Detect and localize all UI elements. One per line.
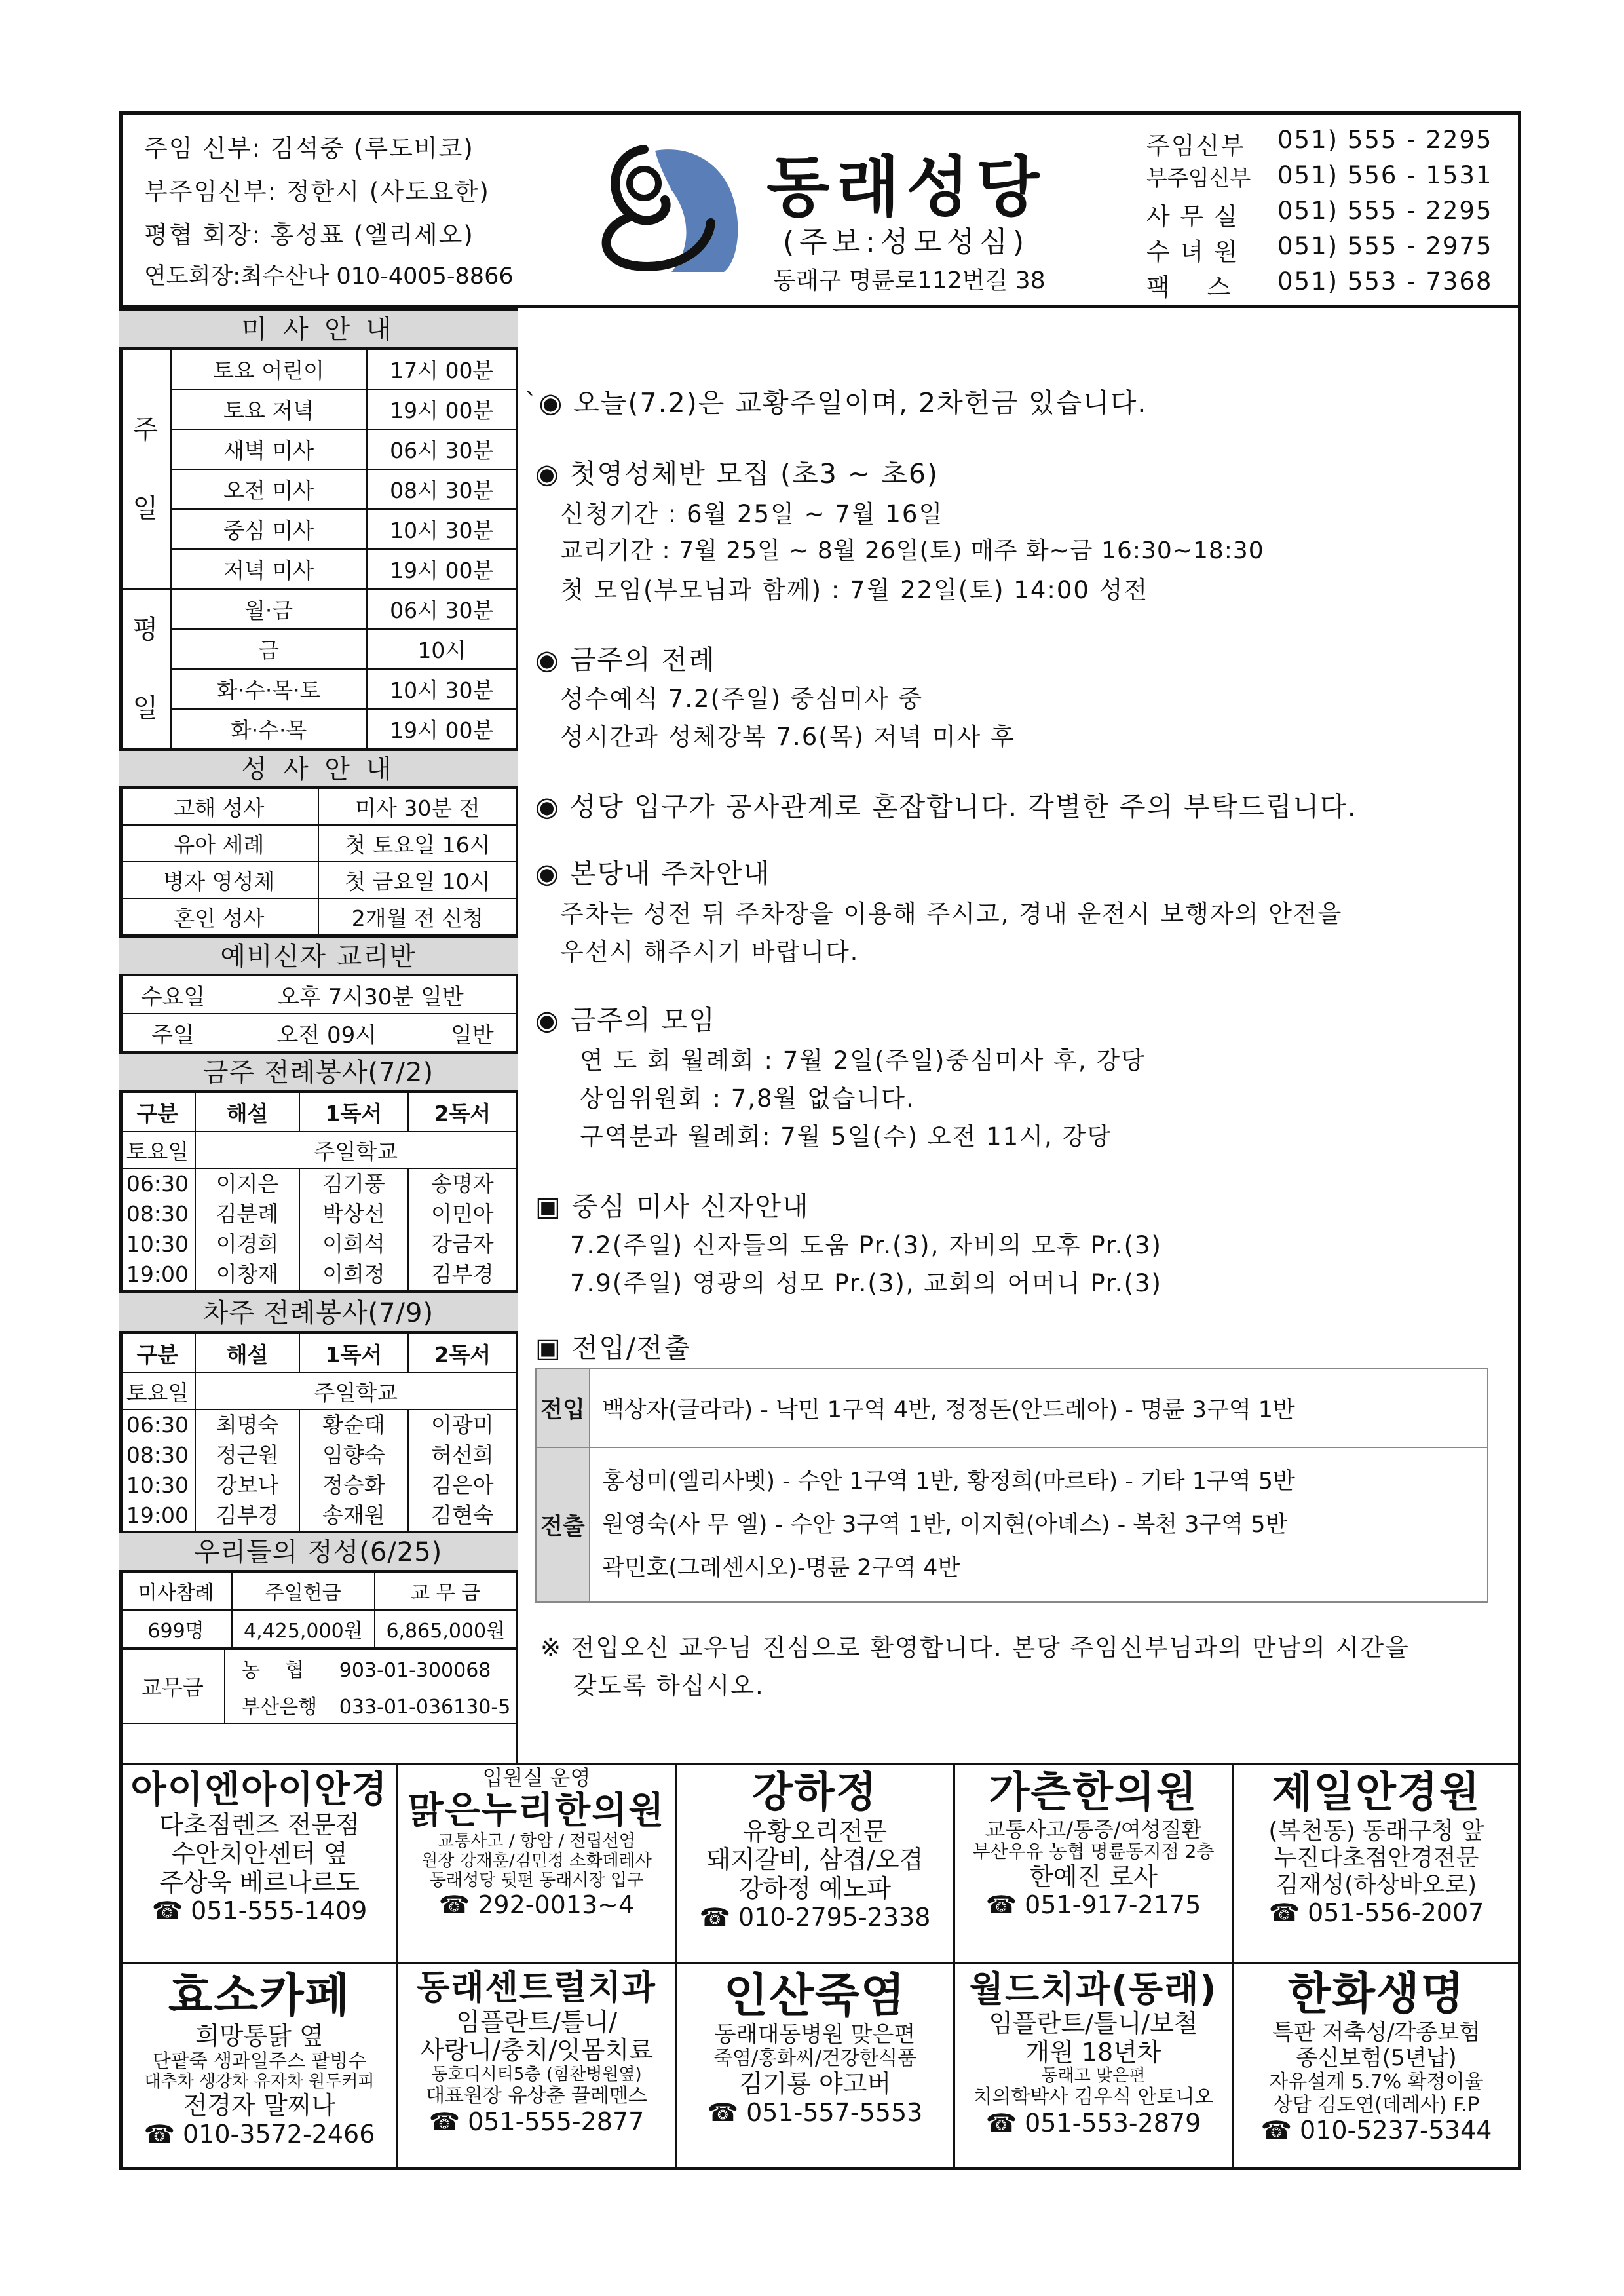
ad-title: 한화생명	[1287, 1968, 1465, 2020]
ad-phone: ☎ 051-557-5553	[707, 2097, 923, 2127]
notice-heading: ▣ 전입/전출	[535, 1332, 692, 1364]
reader2-cell: 이광미 허선희 김은아 김현숙	[408, 1409, 517, 1531]
mass-name: 새벽 미사	[171, 429, 367, 469]
moves-out-label: 전출	[536, 1447, 590, 1602]
notice-heading: ◉ 금주의 전례	[535, 644, 716, 676]
ad-phone: ☎ 010-2795-2338	[699, 1902, 931, 1932]
contact-label: 팩 스	[1146, 273, 1232, 301]
ad-small: 상담 김도연(데레사) F.P	[1273, 2093, 1480, 2116]
ad-line: 사랑니/충치/잇몸치료	[420, 2036, 653, 2065]
ad-phone: ☎ 292-0013~4	[438, 1890, 635, 1919]
ad-line: 김기룡 야고버	[738, 2069, 892, 2099]
mass-time: 19시 00분	[367, 709, 517, 749]
mass-name: 저녁 미사	[171, 549, 367, 589]
mass-name: 화·수·목·토	[171, 669, 367, 709]
notice-line: 연 도 회 월례회 : 7월 2일(주일)중심미사 후, 강당	[580, 1046, 1146, 1075]
sacrament-time: 미사 30분 전	[318, 788, 517, 825]
contact-phone: 051) 555 - 2975	[1277, 232, 1493, 260]
ad-line: 희망통닭 옆	[195, 2021, 324, 2050]
mass-time: 10시 30분	[367, 509, 517, 549]
notice-heading: ◉ 본당내 주차안내	[535, 858, 771, 889]
offering-table	[119, 1571, 518, 1649]
catechumen-day: 수요일	[120, 976, 225, 1014]
ad-kanghajeong	[677, 1769, 953, 1932]
offering-header: 미사참례	[120, 1572, 232, 1610]
account-table	[119, 1647, 518, 1724]
move-entry: 백상자(글라라) - 낙민 1구역 4반, 정정돈(안드레아) - 명륜 3구역 1반	[602, 1397, 1295, 1423]
mass-time: 19시 00분	[367, 549, 517, 589]
ad-line: 종신보험(5년납)	[1296, 2045, 1457, 2072]
notice-line: 구역분과 월례회: 7월 5일(수) 오전 11시, 강당	[580, 1122, 1112, 1151]
move-entry: 원영숙(사 무 엘) - 수안 3구역 1반, 이지현(아녜스) - 복천 3구역 5반	[602, 1512, 1288, 1538]
ad-phone: ☎ 051-917-2175	[985, 1890, 1201, 1920]
service-this-table	[119, 1092, 518, 1291]
mass-time: 17시 00분	[367, 349, 517, 389]
ad-malgeunnuri-clinic	[398, 1766, 675, 1920]
ad-small: 대추차 생강차 유자차 원두커피	[144, 2071, 375, 2092]
notice-line: 상임위원회 : 7,8월 없습니다.	[580, 1084, 915, 1113]
catechumen-type: 일반	[428, 1014, 517, 1052]
ad-small: 죽염/홍화씨/건강한식품	[713, 2046, 916, 2070]
ad-small: 동래성당 뒷편 동래시장 입구	[429, 1870, 644, 1890]
mass-name: 화·수·목	[171, 709, 367, 749]
ad-phone: ☎ 010-3572-2466	[143, 2120, 375, 2149]
contact-phone: 051) 556 - 1531	[1277, 161, 1493, 189]
ad-phone: ☎ 051-553-2879	[985, 2108, 1201, 2137]
sacrament-name: 병자 영성체	[120, 862, 318, 898]
notice-line: 7.2(주일) 신자들의 도움 Pr.(3), 자비의 모후 Pr.(3)	[570, 1231, 1162, 1259]
reader1-cell: 황순태 임향숙 정승화 송재원	[299, 1409, 407, 1531]
ad-line: 임플란트/틀니/보철	[989, 2009, 1198, 2038]
ad-small: 대표원장 유상춘 끌레멘스	[426, 2084, 647, 2108]
staff-line: 평협 회장: 홍성표 (엘리세오)	[144, 221, 474, 249]
ad-small: 교통사고 / 항암 / 전립선염	[438, 1831, 635, 1852]
ad-ini-optical	[123, 1769, 396, 1926]
contact-phone: 051) 553 - 7368	[1277, 267, 1493, 296]
bulletin-subtitle: (주보:성모성심)	[783, 225, 1030, 259]
ad-title: 아이엔아이안경	[130, 1769, 388, 1811]
offering-header: 교 무 금	[375, 1572, 517, 1610]
mass-time: 08시 30분	[367, 469, 517, 509]
notice-line: 신청기간 : 6월 25일 ~ 7월 16일	[560, 500, 944, 528]
moves-in-cell	[590, 1369, 1488, 1447]
contact-label: 사 무 실	[1146, 202, 1239, 231]
notice-line: 교리기간 : 7월 25일 ~ 8월 26일(토) 매주 화~금 16:30~18:30	[560, 537, 1264, 564]
col-header: 2독서	[408, 1333, 517, 1373]
col-header: 구분	[120, 1092, 195, 1132]
col-header: 해설	[195, 1333, 299, 1373]
moves-table	[535, 1368, 1488, 1603]
ad-world-dental	[955, 1969, 1232, 2138]
welcome-line: 갖도록 하십시오.	[573, 1672, 765, 1700]
ad-title: 제일안경원	[1272, 1769, 1481, 1817]
ad-small: 동호디시티5층 (힘찬병원옆)	[431, 2065, 642, 2085]
ad-small: 치의학박사 김우식 안토니오	[973, 2086, 1214, 2109]
ads-row-divider	[119, 1962, 1521, 1964]
ad-small: 단팥죽 생과일주스 팥빙수	[152, 2050, 367, 2073]
ad-hyoso-cafe	[123, 1969, 396, 2149]
contact-label: 부주임신부	[1146, 165, 1251, 191]
sacrament-name: 고해 성사	[120, 788, 318, 825]
offering-header: 주일헌금	[232, 1572, 374, 1610]
ad-central-dental	[398, 1969, 675, 2136]
mass-table	[119, 349, 518, 750]
ad-line: 한예진 로사	[1029, 1862, 1158, 1891]
mass-title: 미 사 안 내	[119, 308, 518, 349]
mass-name: 오전 미사	[171, 469, 367, 509]
ad-small: 동래고 맞은편	[1041, 2066, 1146, 2086]
ad-line: 수안치안센터 옆	[171, 1839, 348, 1869]
reader2-cell: 송명자 이민아 강금자 김부경	[408, 1168, 517, 1290]
sacrament-time: 첫 금요일 10시	[318, 862, 517, 898]
parish-logo-icon	[593, 138, 750, 278]
mass-name: 토요 저녁	[171, 389, 367, 429]
contact-phone: 051) 555 - 2295	[1277, 126, 1493, 154]
ad-line: 주상욱 베르나르도	[159, 1867, 360, 1897]
notice-heading: ◉ 금주의 모임	[535, 1004, 716, 1036]
mass-time: 06시 30분	[367, 589, 517, 629]
mass-time: 10시 30분	[367, 669, 517, 709]
move-entry: 곽민호(그레센시오)-명륜 2구역 4반	[602, 1555, 960, 1581]
ad-phone: ☎ 051-556-2007	[1268, 1898, 1484, 1927]
weekday-label: 평 일	[120, 589, 171, 749]
ad-phone: ☎ 051-555-1409	[151, 1896, 368, 1926]
notice-line: 첫 모임(부모님과 함께) : 7월 22일(토) 14:00 성전	[560, 576, 1149, 604]
account-row: 부산은행 033-01-036130-5	[225, 1687, 517, 1723]
notice-line: 주차는 성전 뒤 주차장을 이용해 주시고, 경내 운전시 보행자의 안전을	[560, 900, 1343, 928]
ad-small: 원장 강재훈/김민정 소화데레사	[421, 1851, 652, 1871]
contact-label: 수 녀 원	[1146, 238, 1239, 266]
offering-value: 699명	[120, 1610, 232, 1648]
sacrament-table	[119, 788, 518, 936]
notice-pope-sunday: `◉ 오늘(7.2)은 교황주일이며, 2차헌금 있습니다.	[524, 387, 1148, 419]
notice-line: 성시간과 성체강복 7.6(목) 저녁 미사 후	[560, 723, 1015, 751]
ad-line: 누진다초점안경전문	[1274, 1844, 1479, 1871]
ad-phone: ☎ 051-555-2877	[428, 2107, 645, 2136]
catechumen-time: 오전 09시	[225, 1014, 428, 1052]
staff-line: 주임 신부: 김석중 (루도비코)	[144, 134, 474, 163]
ad-line: 교통사고/통증/여성질환	[985, 1816, 1202, 1842]
ad-jeil-optical	[1234, 1769, 1519, 1927]
sacrament-time: 2개월 전 신청	[318, 898, 517, 935]
ad-line: (복천동) 동래구청 앞	[1268, 1817, 1484, 1845]
offering-value: 4,425,000원	[232, 1610, 374, 1648]
sacrament-name: 혼인 성사	[120, 898, 318, 935]
catechumen-title: 예비신자 교리반	[119, 936, 518, 975]
ad-line: 강하정 예노파	[738, 1873, 892, 1903]
mass-time: 06시 30분	[367, 429, 517, 469]
service-this-title: 금주 전례봉사(7/2)	[119, 1051, 518, 1092]
ad-line: 김재성(하상바오로)	[1275, 1871, 1477, 1899]
ad-line: 전경자 말찌나	[183, 2091, 336, 2120]
col-header: 2독서	[408, 1092, 517, 1132]
parish-address: 동래구 명륜로112번길 38	[773, 267, 1046, 294]
sacrament-name: 유아 세례	[120, 825, 318, 862]
ad-pretitle: 입원실 운영	[482, 1765, 591, 1790]
account-label: 교무금	[120, 1649, 225, 1723]
times-cell: 06:30 08:30 10:30 19:00	[120, 1409, 195, 1531]
col-header: 1독서	[299, 1092, 407, 1132]
commentator-cell: 최명숙 정근원 강보나 김부경	[195, 1409, 299, 1531]
ad-title: 맑은누리한의원	[407, 1789, 666, 1832]
welcome-line: ※ 전입오신 교우님 진심으로 환영합니다. 본당 주임신부님과의 만남의 시간을	[540, 1634, 1410, 1662]
notice-heading: ▣ 중심 미사 신자안내	[535, 1191, 810, 1222]
offering-title: 우리들의 정성(6/25)	[119, 1531, 518, 1571]
ad-title: 인산죽염	[723, 1968, 907, 2022]
notice-line: 우선시 해주시기 바랍니다.	[560, 938, 859, 966]
move-entry: 홍성미(엘리사벳) - 수안 1구역 1반, 황정희(마르타) - 기타 1구역 5반	[602, 1468, 1295, 1495]
ad-line: 개원 18년차	[1025, 2037, 1161, 2067]
saturday-value: 주일학교	[195, 1373, 517, 1409]
staff-line: 부주임신부: 정한시 (사도요한)	[144, 178, 490, 206]
moves-in-label: 전입	[536, 1369, 590, 1447]
catechumen-time: 오후 7시30분 일반	[225, 976, 517, 1014]
mass-name: 월·금	[171, 589, 367, 629]
service-next-title: 차주 전례봉사(7/9)	[119, 1291, 518, 1333]
sacrament-title: 성 사 안 내	[119, 748, 518, 788]
mass-time: 10시	[367, 629, 517, 669]
ad-title: 효소카페	[168, 1968, 351, 2022]
staff-line: 연도회장:최수산나 010-4005-8866	[144, 263, 514, 290]
mass-name: 토요 어린이	[171, 349, 367, 389]
ad-title: 동래센트럴치과	[417, 1968, 656, 2008]
ad-hanwha-life	[1234, 1969, 1519, 2145]
catechumen-day: 주일	[120, 1014, 225, 1052]
ad-line: 다초점렌즈 전문점	[159, 1810, 360, 1840]
commentator-cell: 이지은 김분례 이경희 이창재	[195, 1168, 299, 1290]
catechumen-table	[119, 975, 518, 1052]
saturday-value: 주일학교	[195, 1132, 517, 1168]
ad-small: 자유설계 5.7% 확정이율	[1269, 2071, 1484, 2094]
notice-line: 성수예식 7.2(주일) 중심미사 중	[560, 685, 924, 713]
ad-insan-bamboo-salt	[677, 1969, 953, 2127]
mass-time: 19시 00분	[367, 389, 517, 429]
sunday-label: 주 일	[120, 349, 171, 589]
ad-title: 월드치과(동래)	[969, 1968, 1218, 2010]
notice-heading: ◉ 첫영성체반 모집 (초3 ~ 초6)	[535, 458, 939, 489]
col-header: 1독서	[299, 1333, 407, 1373]
service-next-table	[119, 1333, 518, 1532]
col-header: 구분	[120, 1333, 195, 1373]
ad-line: 유황오리전문	[742, 1816, 888, 1846]
ads-divider	[119, 1763, 1521, 1765]
account-row: 농 협 903-01-300068	[225, 1649, 517, 1687]
ad-title: 강하정	[752, 1769, 878, 1817]
parish-title: 동래성당	[766, 149, 1046, 225]
mass-name: 중심 미사	[171, 509, 367, 549]
sacrament-time: 첫 토요일 16시	[318, 825, 517, 862]
ad-line: 임플란트/틀니/	[456, 2007, 617, 2037]
mass-name: 금	[171, 629, 367, 669]
ad-line: 특판 저축성/각종보험	[1272, 2019, 1481, 2046]
ad-line: 돼지갈비, 삼겹/오겹	[706, 1845, 924, 1875]
reader1-cell: 김기풍 박상선 이희석 이희정	[299, 1168, 407, 1290]
contact-phone: 051) 555 - 2295	[1277, 197, 1493, 225]
offering-value: 6,865,000원	[375, 1610, 517, 1648]
col-header: 해설	[195, 1092, 299, 1132]
ad-line: 동래대동병원 맞은편	[714, 2021, 916, 2048]
ad-phone: ☎ 010-5237-5344	[1260, 2116, 1492, 2145]
notice-line: 7.9(주일) 영광의 성모 Pr.(3), 교회의 어머니 Pr.(3)	[570, 1269, 1162, 1297]
contact-label: 주임신부	[1146, 132, 1245, 160]
notice-construction: ◉ 성당 입구가 공사관계로 혼잡합니다. 각별한 주의 부탁드립니다.	[535, 791, 1357, 822]
moves-out-cell	[590, 1447, 1488, 1602]
times-cell: 06:30 08:30 10:30 19:00	[120, 1168, 195, 1290]
ad-small: 부산우유 농협 명륜동지점 2층	[972, 1841, 1215, 1863]
ad-title: 가츤한의원	[989, 1769, 1198, 1817]
saturday-label: 토요일	[120, 1373, 195, 1409]
saturday-label: 토요일	[120, 1132, 195, 1168]
ad-gacheun-clinic	[955, 1769, 1232, 1920]
